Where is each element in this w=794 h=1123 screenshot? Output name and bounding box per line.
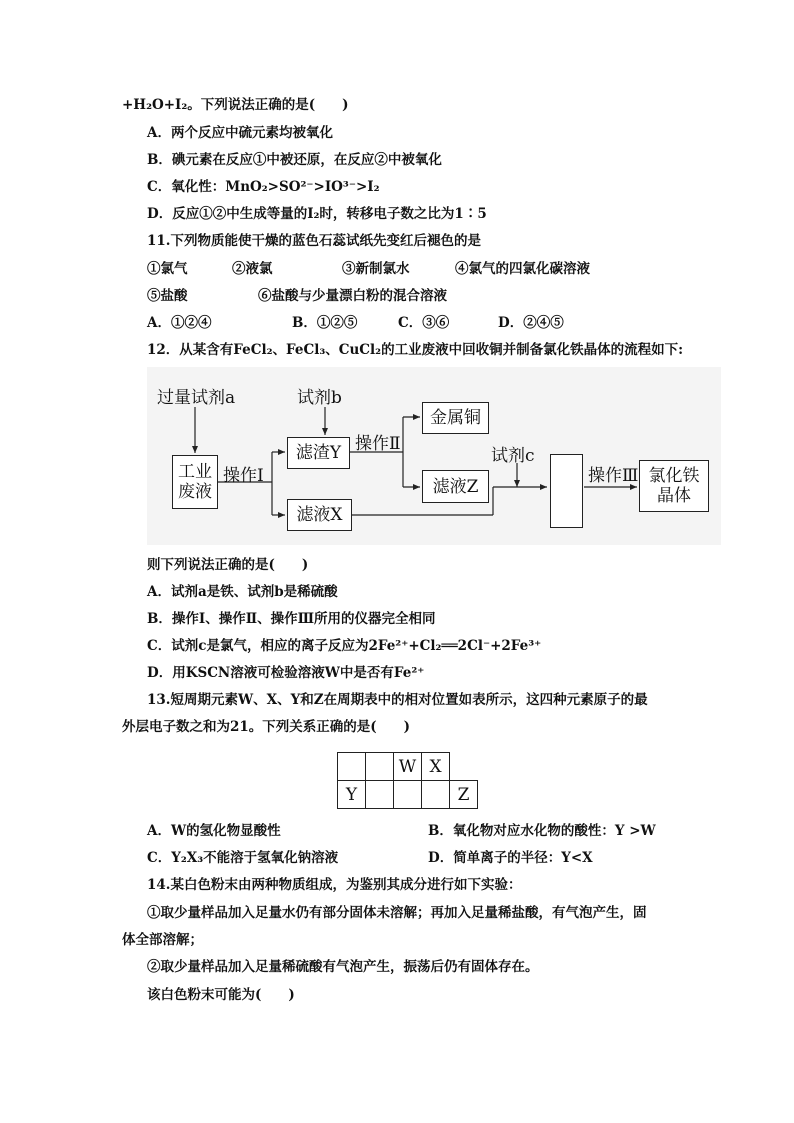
- q13-option-d: D．简单离子的半径：Y<X: [428, 850, 593, 866]
- q14-experiment-1-line2: 体全部溶解；: [122, 932, 203, 948]
- q11-option-b: B．①②⑤: [292, 315, 358, 331]
- q14-stem: 14.某白色粉末由两种物质组成，为鉴别其成分进行如下实验：: [147, 877, 522, 893]
- operation-3-label: 操作Ⅲ: [588, 466, 639, 486]
- q14-question: 该白色粉末可能为( ): [147, 987, 295, 1003]
- table-cell: [394, 781, 422, 809]
- product-box: 氯化铁 晶体: [639, 460, 709, 512]
- table-cell: [366, 781, 394, 809]
- table-cell: [450, 753, 478, 781]
- q10-stem-tail: +H₂O+I₂。下列说法正确的是( ): [122, 97, 349, 113]
- q10-option-c: C．氧化性：MnO₂>SO²⁻>IO³⁻>I₂: [147, 179, 380, 195]
- q11-option-c: C．③⑥: [398, 315, 450, 331]
- q13-stem-line1: 13.短周期元素W、X、Y和Z在周期表中的相对位置如表所示，这四种元素原子的最: [147, 692, 648, 708]
- q13-option-c: C．Y₂X₃不能溶于氢氧化钠溶液: [147, 850, 339, 866]
- q11-item-5: ⑤盐酸: [147, 288, 188, 304]
- q12-option-a: A．试剂a是铁、试剂b是稀硫酸: [147, 584, 338, 600]
- q10-option-d: D．反应①②中生成等量的I₂时，转移电子数之比为1∶5: [147, 206, 487, 222]
- table-cell: X: [422, 753, 450, 781]
- table-cell: [338, 753, 366, 781]
- table-cell: [366, 753, 394, 781]
- copper-box: 金属铜: [422, 402, 489, 434]
- q11-item-4: ④氯气的四氯化碳溶液: [455, 261, 590, 277]
- q12-question: 则下列说法正确的是( ): [147, 557, 309, 573]
- q14-experiment-1-line1: ①取少量样品加入足量水仍有部分固体未溶解；再加入足量稀盐酸，有气泡产生，固: [147, 905, 647, 921]
- q13-option-b: B．氧化物对应水化物的酸性：Y >W: [428, 823, 656, 839]
- q12-option-d: D．用KSCN溶液可检验溶液W中是否有Fe²⁺: [147, 665, 425, 681]
- periodic-table-fragment: [337, 752, 478, 809]
- operation-2-label: 操作Ⅱ: [355, 434, 401, 454]
- filtrate-x-box: 滤液X: [287, 499, 352, 531]
- q11-item-3: ③新制氯水: [342, 261, 410, 277]
- filtrate-z-box: 滤液Z: [422, 470, 489, 503]
- q13-option-a: A．W的氢化物显酸性: [147, 823, 281, 839]
- reagent-a-label: 过量试剂a: [157, 388, 236, 408]
- q11-option-d: D．②④⑤: [498, 315, 564, 331]
- q12-option-b: B．操作Ⅰ、操作Ⅱ、操作Ⅲ所用的仪器完全相同: [147, 611, 436, 627]
- q12-option-c: C．试剂c是氯气，相应的离子反应为2Fe²⁺+Cl₂══2Cl⁻+2Fe³⁺: [147, 638, 542, 654]
- q10-option-a: A．两个反应中硫元素均被氧化: [147, 125, 333, 141]
- q11-item-2: ②液氯: [232, 261, 273, 277]
- reagent-b-label: 试剂b: [297, 388, 342, 408]
- table-cell: W: [394, 753, 422, 781]
- table-row: [338, 753, 478, 781]
- q11-item-6: ⑥盐酸与少量漂白粉的混合溶液: [258, 288, 447, 304]
- residue-y-box: 滤渣Y: [287, 437, 350, 469]
- process-flow-diagram: [147, 367, 721, 545]
- table-cell: Y: [338, 781, 366, 809]
- operation-1-label: 操作Ⅰ: [223, 466, 264, 486]
- q12-stem: 12．从某含有FeCl₂、FeCl₃、CuCl₂的工业废液中回收铜并制备氯化铁晶体的流程如下:: [147, 342, 684, 358]
- reagent-c-label: 试剂c: [491, 446, 535, 466]
- q10-option-b: B．碘元素在反应①中被还原，在反应②中被氧化: [147, 152, 442, 168]
- q13-stem-line2: 外层电子数之和为21。下列关系正确的是( ): [122, 719, 411, 735]
- table-cell: Z: [450, 781, 478, 809]
- solution-w-box: [550, 454, 583, 528]
- table-cell: [422, 781, 450, 809]
- waste-box: 工业 废液: [172, 455, 218, 509]
- q14-experiment-2: ②取少量样品加入足量稀硫酸有气泡产生，振荡后仍有固体存在。: [147, 959, 539, 975]
- q11-stem: 11.下列物质能使干燥的蓝色石蕊试纸先变红后褪色的是: [147, 233, 481, 249]
- q11-option-a: A．①②④: [147, 315, 212, 331]
- table-row: [338, 781, 478, 809]
- q11-item-1: ①氯气: [147, 261, 188, 277]
